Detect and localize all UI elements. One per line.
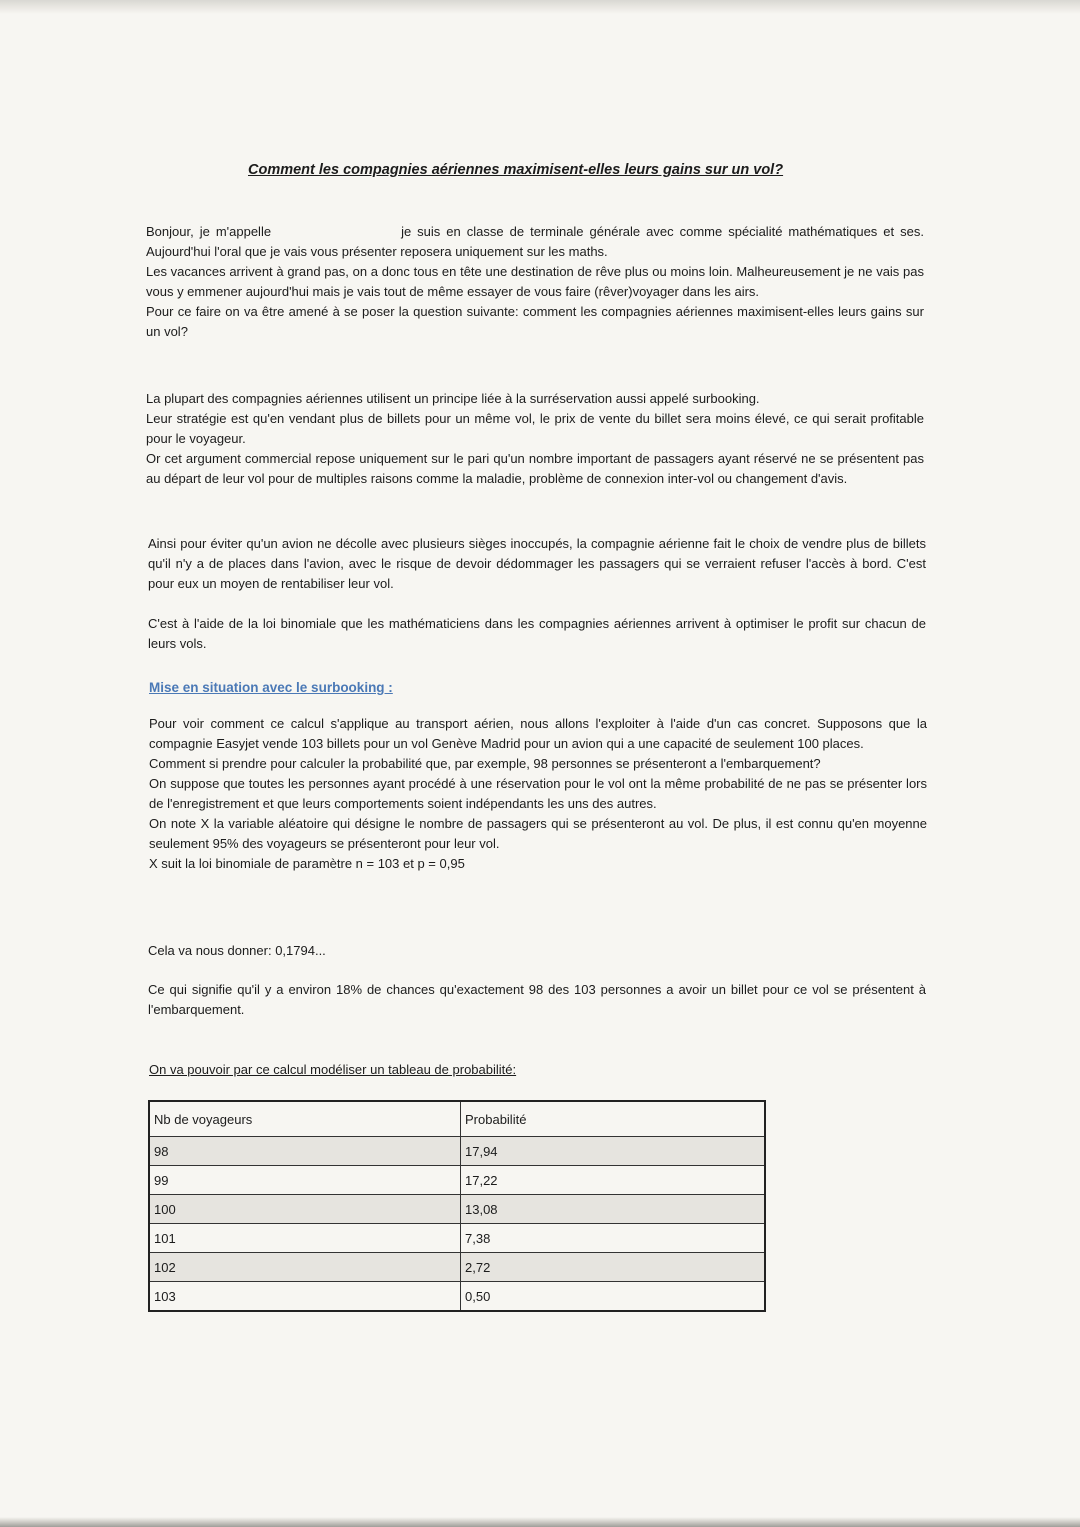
table-intro: On va pouvoir par ce calcul modéliser un tableau de probabilité: <box>149 1062 517 1077</box>
table-cell: 101 <box>149 1224 461 1253</box>
probability-table <box>148 1100 766 1312</box>
table-header-row <box>149 1101 765 1137</box>
document-title: Comment les compagnies aériennes maximisent-elles leurs gains sur un vol? <box>248 162 784 178</box>
section-heading: Mise en situation avec le surbooking : <box>149 680 393 695</box>
table-cell: 0,50 <box>461 1282 766 1312</box>
table-row <box>149 1224 765 1253</box>
table-cell: 100 <box>149 1195 461 1224</box>
scan-top-edge <box>0 0 1080 14</box>
table-header-cell: Probabilité <box>461 1101 766 1137</box>
table-cell: 103 <box>149 1282 461 1312</box>
binomial-law-paragraph: C'est à l'aide de la loi binomiale que les mathématiciens dans les compagnies aériennes arrivent à optimiser le profit sur chacun de leurs vols. <box>148 616 926 651</box>
table-row <box>149 1195 765 1224</box>
intro-greeting: Bonjour, je m'appelle <box>146 224 278 239</box>
table-row <box>149 1282 765 1312</box>
scan-bottom-edge <box>0 1517 1080 1527</box>
table-row <box>149 1253 765 1282</box>
table-cell: 99 <box>149 1166 461 1195</box>
result-paragraph: Cela va nous donner: 0,1794... <box>148 943 326 958</box>
intro-paragraph <box>146 222 924 342</box>
surbooking-paragraph: La plupart des compagnies aériennes utilisent un principe liée à la surréservation aussi appelé surbooking. Leur stratégie est qu'en vendant plus de billets pour un même vol, le prix de vente du billet sera moins élevé, ce qui serait profitable pour le voyageur. Or cet argument commercial repose uniquement sur le pari qu'un nombre important de passagers ayant réservé ne se présentent pas au départ de leur vol pour de multiples raisons comme la maladie, problème de connexion inter-vol ou changement d'avis. <box>146 391 924 486</box>
table-cell: 13,08 <box>461 1195 766 1224</box>
table-cell: 102 <box>149 1253 461 1282</box>
interpretation-paragraph: Ce qui signifie qu'il y a environ 18% de chances qu'exactement 98 des 103 personnes a avoir un billet pour ce vol se présentent à l'embarquement. <box>148 982 926 1017</box>
table-row <box>149 1137 765 1166</box>
table-cell: 98 <box>149 1137 461 1166</box>
table-cell: 17,22 <box>461 1166 766 1195</box>
intro-body: je suis en classe de terminale générale avec comme spécialité mathématiques et ses. Aujourd'hui l'oral que je vais vous présenter reposera uniquement sur les maths. Les vacances arrivent à grand pas, on a donc tous en tête une destination de rêve plus ou moins loin. Malheureusement je ne vais pas vous y emmener aujourd'hui mais je vais tout de même essayer de vous faire (rêver)voyager dans les airs. Pour ce faire on va être amené à se poser la question suivante: comment les compagnies aériennes maximisent-elles leurs gains sur un vol? <box>146 224 924 339</box>
concrete-case-paragraph: Pour voir comment ce calcul s'applique au transport aérien, nous allons l'exploiter à l'aide d'un cas concret. Supposons que la compagnie Easyjet vende 103 billets pour un vol Genève Madrid pour un avion qui a une capacité de seulement 100 places. Comment si prendre pour calculer la probabilité que, par exemple, 98 personnes se présenteront a l'embarquement? On suppose que toutes les personnes ayant procédé à une réservation pour le vol ont la même probabilité de ne pas se présenter lors de l'enregistrement et que leurs comportements soient indépendants les uns des autres. On note X la variable aléatoire qui désigne le nombre de passagers qui se présenteront au vol. De plus, il est connu qu'en moyenne seulement 95% des voyageurs se présenteront pour leur vol. X suit la loi binomiale de paramètre n = 103 et p = 0,95 <box>149 716 927 871</box>
table-cell: 17,94 <box>461 1137 766 1166</box>
redacted-name <box>277 226 395 240</box>
overbooking-strategy-paragraph: Ainsi pour éviter qu'un avion ne décolle avec plusieurs sièges inoccupés, la compagnie aérienne fait le choix de vendre plus de billets qu'il n'y a de places dans l'avion, avec le risque de devoir dédommager les passagers qui se verraient refuser l'accès à bord. C'est pour eux un moyen de rentabiliser leur vol. <box>148 536 926 591</box>
table-cell: 7,38 <box>461 1224 766 1253</box>
table-row <box>149 1166 765 1195</box>
table-header-cell: Nb de voyageurs <box>149 1101 461 1137</box>
table-cell: 2,72 <box>461 1253 766 1282</box>
